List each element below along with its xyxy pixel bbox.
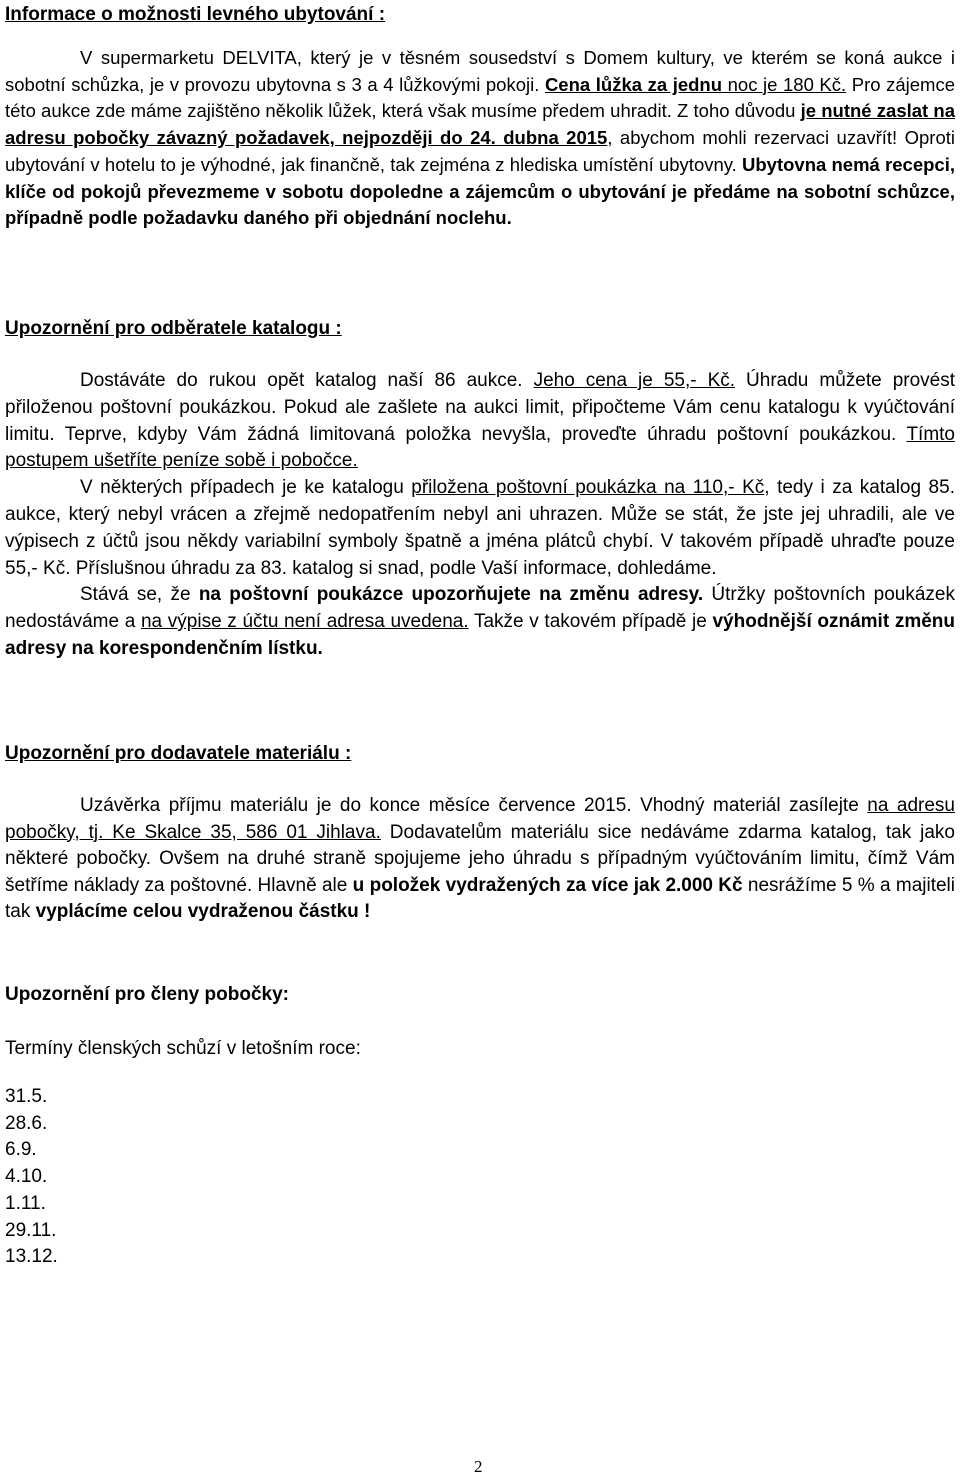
text-run: Stává se, že	[80, 584, 199, 606]
catalog-paragraph-2	[5, 475, 955, 582]
meeting-date: 31.5.	[5, 1086, 48, 1107]
members-heading: Upozornění pro členy pobočky:	[5, 984, 289, 1005]
text-run: Pro zájemce této aukce zde máme zajištěno několik lůžek, která však musíme předem uhradit. Z toho důvodu	[5, 73, 955, 122]
text-run: Dostáváte do rukou opět katalog naší 86 aukce.	[80, 370, 534, 391]
text-run: na adresu pobočky, tj. Ke Skalce 35, 586 01 Jihlava.	[5, 795, 955, 843]
supplier-heading: Upozornění pro dodavatele materiálu :	[5, 743, 352, 764]
text-run: vyplácíme celou vydraženou částku !	[35, 901, 371, 922]
meeting-dates-list	[5, 1084, 58, 1271]
text-run: Takže v takovém případě je	[468, 611, 713, 633]
meeting-date: 4.10.	[5, 1166, 48, 1188]
text-run: , tedy i za katalog 85. aukce, který nebyl vrácen a zřejmě nedopatřením nebyl ani uhrazen. Může se stát, že jste jej uhradili, ale ve výpisech z účtů jsou někdy variabilní symboly špatně a jména plátců chybí. V takovém případě uhraďte pouze 55,- Kč. Příslušnou úhradu za 83. katalog si snad, podle Vaší informace, dohledáme.	[5, 477, 955, 579]
accommodation-paragraph	[5, 45, 955, 232]
catalog-heading: Upozornění pro odběratele katalogu :	[5, 318, 342, 339]
text-run: nesrážíme 5 % a majiteli tak	[5, 874, 956, 922]
text-run: výhodnější oznámit změnu adresy na korespondenčním lístku.	[5, 611, 956, 659]
meeting-date: 28.6.	[5, 1112, 48, 1134]
text-run: V některých případech je ke katalogu	[80, 477, 412, 499]
meeting-date: 13.12.	[5, 1246, 58, 1268]
meeting-date: 29.11.	[5, 1219, 57, 1241]
text-run: Ubytovna nemá recepci, klíče od pokojů převezmeme v sobotu dopoledne a zájemcům o ubytování je předáme na sobotní schůzce, případně podle požadavku daného při objednání noclehu.	[5, 153, 955, 229]
text-run: Úhradu můžete provést přiloženou poštovní poukázkou. Pokud ale zašlete na aukci limit, připočteme Vám cenu katalogu k vyúčtování limitu. Teprve, kdyby Vám žádná limitovaná položka nevyšla, proveďte úhradu poštovní poukázkou.	[5, 370, 955, 445]
text-run: na výpise z účtu není adresa uvedena.	[140, 611, 469, 633]
meeting-dates-label: Termíny členských schůzí v letošním roce:	[5, 1038, 361, 1059]
catalog-paragraph-3	[5, 582, 955, 662]
text-run: na poštovní poukázce upozorňujete na změnu adresy.	[198, 584, 704, 606]
catalog-paragraph-1	[5, 368, 955, 475]
page-number: 2	[474, 1457, 483, 1476]
text-run: , abychom mohli rezervaci uzavřít! Oproti ubytování v hotelu to je výhodné, jak finančně, tak zejména z hlediska umístění ubytovny.	[5, 127, 955, 175]
text-run: je nutné zaslat na adresu pobočky závazný požadavek, nejpozději do 24. dubna 2015	[5, 100, 955, 149]
supplier-paragraph	[5, 793, 955, 926]
text-run: Útržky poštovních poukázek nedostáváme a	[5, 584, 955, 633]
page-title: Informace o možnosti levného ubytování :	[5, 4, 386, 25]
text-run: u položek vydražených za více jak 2.000 Kč	[352, 874, 743, 896]
text-run: noc je 180 Kč.	[722, 73, 847, 95]
meeting-date: 1.11.	[5, 1192, 46, 1214]
text-run: Dodavatelům materiálu sice nedáváme zdarma katalog, tak jako některé pobočky. Ovšem na druhé straně spojujeme jeho úhradu s případným vyúčtováním limitu, čímž Vám šetříme náklady za poštovné. Hlavně ale	[5, 821, 955, 896]
catalog-section	[5, 368, 955, 663]
text-run: Uzávěrka příjmu materiálu je do konce měsíce července 2015. Vhodný materiál zasílejte	[80, 795, 868, 816]
text-run: přiložena poštovní poukázka na 110,- Kč	[411, 477, 765, 499]
text-run: Jeho cena je 55,- Kč.	[533, 370, 736, 391]
text-run: Tímto postupem ušetříte peníze sobě i pobočce.	[5, 423, 955, 472]
text-run: V supermarketu DELVITA, který je v těsném sousedství s Domem kultury, ve kterém se koná aukce i sobotní schůzka, je v provozu ubytovna s 3 a 4 lůžkovými pokoji.	[5, 47, 955, 95]
text-run: Cena lůžka za jednu	[544, 73, 723, 95]
meeting-date: 6.9.	[5, 1139, 37, 1161]
